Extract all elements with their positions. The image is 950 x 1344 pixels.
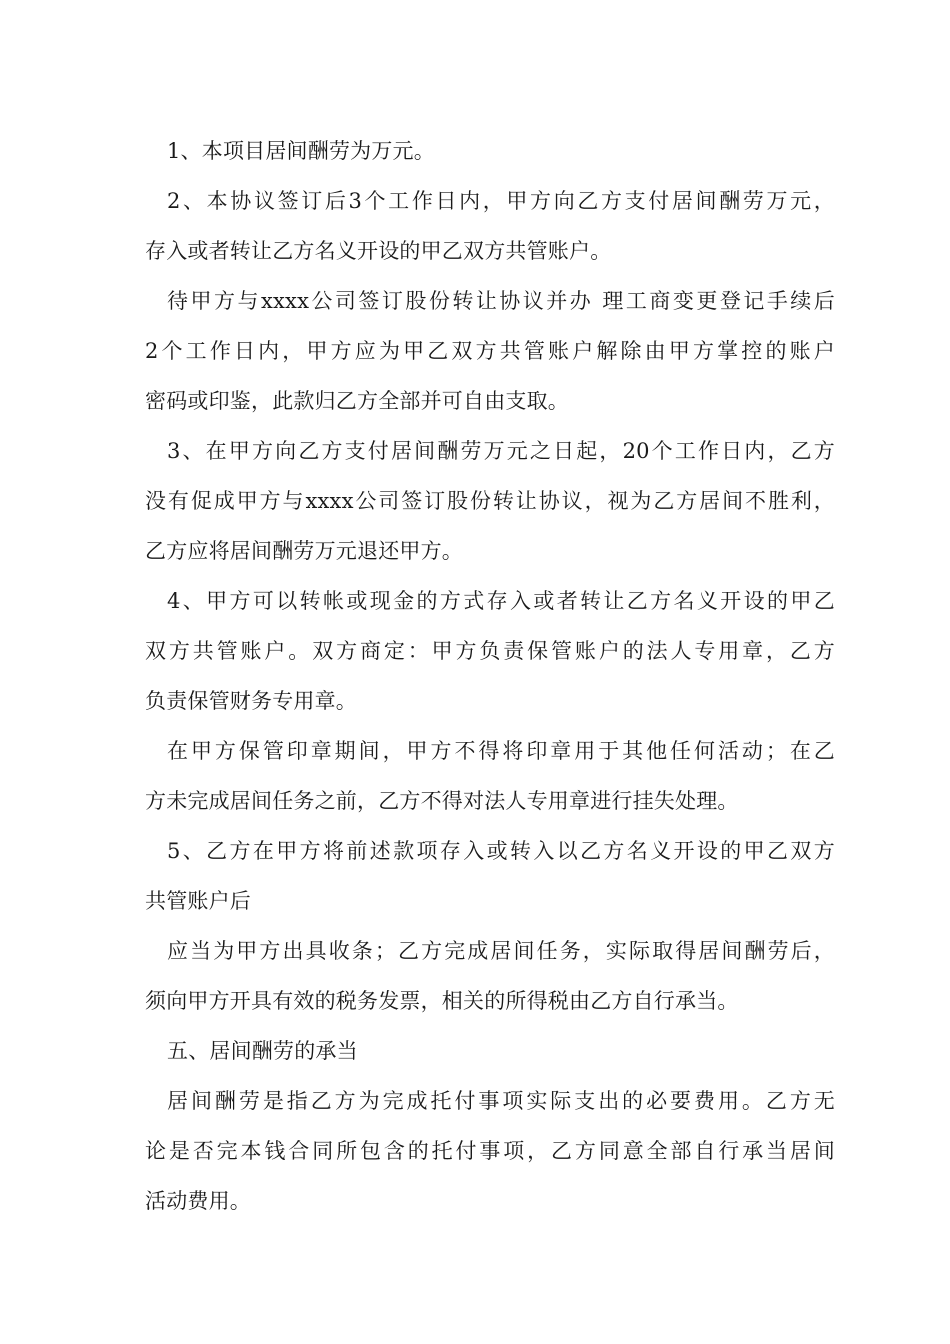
text-line-21: 论是否完本钱合同所包含的托付事项，乙方同意全部自行承当居间	[145, 1139, 835, 1163]
text-line-16: 共管账户后	[145, 889, 251, 913]
text-line-12: 负责保管财务专用章。	[145, 689, 357, 713]
text-line-9: 乙方应将居间酬劳万元退还甲方。	[145, 539, 463, 563]
text-line-1: 1、本项目居间酬劳为万元。	[167, 139, 435, 163]
text-line-10: 4、甲方可以转帐或现金的方式存入或者转让乙方名义开设的甲乙	[167, 589, 835, 613]
section-heading: 五、居间酬劳的承当	[167, 1039, 358, 1063]
text-line-22: 活动费用。	[145, 1189, 251, 1213]
text-line-6: 密码或印鉴，此款归乙方全部并可自由支取。	[145, 389, 569, 413]
text-line-14: 方未完成居间任务之前，乙方不得对法人专用章进行挂失处理。	[145, 789, 739, 813]
text-line-5: 2个工作日内，甲方应为甲乙双方共管账户解除由甲方掌控的账户	[145, 339, 835, 363]
text-line-8: 没有促成甲方与xxxx公司签订股份转让协议，视为乙方居间不胜利，	[145, 489, 835, 513]
text-line-7: 3、在甲方向乙方支付居间酬劳万元之日起，20个工作日内，乙方	[167, 439, 835, 463]
text-line-2: 2、本协议签订后3个工作日内，甲方向乙方支付居间酬劳万元，	[167, 189, 835, 213]
text-line-20: 居间酬劳是指乙方为完成托付事项实际支出的必要费用。乙方无	[167, 1089, 835, 1113]
text-line-15: 5、乙方在甲方将前述款项存入或转入以乙方名义开设的甲乙双方	[167, 839, 835, 863]
text-line-18: 须向甲方开具有效的税务发票，相关的所得税由乙方自行承当。	[145, 989, 739, 1013]
text-line-11: 双方共管账户。双方商定：甲方负责保管账户的法人专用章，乙方	[145, 639, 835, 663]
text-line-4: 待甲方与xxxx公司签订股份转让协议并办 理工商变更登记手续后	[167, 289, 835, 313]
text-line-17: 应当为甲方出具收条；乙方完成居间任务，实际取得居间酬劳后，	[167, 939, 835, 963]
text-line-3: 存入或者转让乙方名义开设的甲乙双方共管账户。	[145, 239, 612, 263]
text-line-13: 在甲方保管印章期间，甲方不得将印章用于其他任何活动；在乙	[167, 739, 835, 763]
